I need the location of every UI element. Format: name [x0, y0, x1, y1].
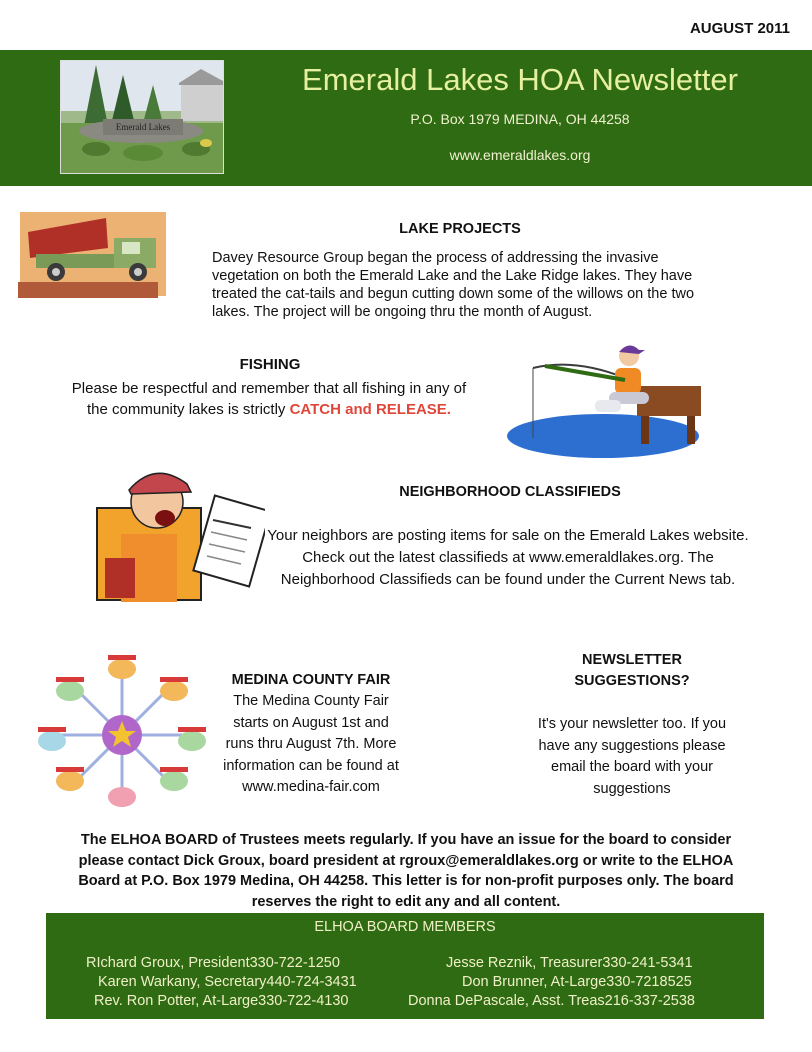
board-member-right: Donna DePascale, Asst. Treas216-337-2538	[408, 993, 695, 1009]
fisherman-illustration	[505, 338, 705, 462]
board-members-title: ELHOA BOARD MEMBERS	[314, 919, 496, 935]
header-address: P.O. Box 1979 MEDINA, OH 44258	[410, 111, 630, 127]
entrance-sign-photo	[60, 60, 224, 174]
catch-release-highlight: CATCH and RELEASE.	[289, 401, 451, 418]
lake-projects-text: Davey Resource Group began the process of addressing the invasive vegetation on both the Emerald Lake and the Lake Ridge lakes. They have treated the cat-tails and begun cutting down some of the willows on the two lakes. The project will be ongoing thru the month of August.	[212, 250, 695, 320]
suggestions-text: It's your newsletter too. If you have any suggestions please email the board with your suggestions	[537, 716, 727, 797]
lake-projects-title: LAKE PROJECTS	[399, 221, 521, 237]
fair-title: MEDINA COUNTY FAIR	[231, 672, 391, 688]
ferris-wheel-illustration	[38, 645, 206, 813]
newsletter-title: Emerald Lakes HOA Newsletter	[302, 62, 738, 97]
newspaper-boy-illustration	[95, 462, 265, 602]
board-members-box	[46, 913, 764, 1019]
fishing-text: Please be respectful and remember that all fishing in any of the community lakes is strictly CATCH and RELEASE.	[71, 380, 467, 418]
sign-text: Emerald Lakes	[115, 122, 171, 132]
board-member-left: Rev. Ron Potter, At-Large330-722-4130	[94, 993, 349, 1009]
fair-text: The Medina County Fair starts on August 1st and runs thru August 7th. More information can be found at www.medina-fair.com	[223, 693, 399, 795]
dump-truck-illustration	[18, 208, 168, 300]
classifieds-title: NEIGHBORHOOD CLASSIFIEDS	[399, 484, 621, 500]
board-member-left: Karen Warkany, Secretary440-724-3431	[98, 974, 357, 990]
trustees-notice: The ELHOA BOARD of Trustees meets regularly. If you have an issue for the board to consider please contact Dick Groux, board president at rgroux@emeraldlakes.org or write to the ELHOA Board at P.O. Box 1979 Medina, OH 44258. This letter is for non-profit purposes only. The board reserves the right to edit any and all content.	[78, 832, 734, 910]
classifieds-text: Your neighbors are posting items for sale on the Emerald Lakes website. Check out the latest classifieds at www.emeraldlakes.org. The Neighborhood Classifieds can be found under the Current News tab.	[267, 527, 749, 588]
board-member-right: Don Brunner, At-Large330-7218525	[462, 974, 692, 990]
board-member-right: Jesse Reznik, Treasurer330-241-5341	[446, 955, 693, 971]
fishing-title: FISHING	[239, 356, 301, 373]
board-member-left: RIchard Groux, President330-722-1250	[86, 955, 340, 971]
header-website: www.emeraldlakes.org	[449, 147, 591, 163]
suggestions-title: NEWSLETTER SUGGESTIONS?	[574, 652, 690, 689]
issue-date: AUGUST 2011	[689, 20, 790, 37]
